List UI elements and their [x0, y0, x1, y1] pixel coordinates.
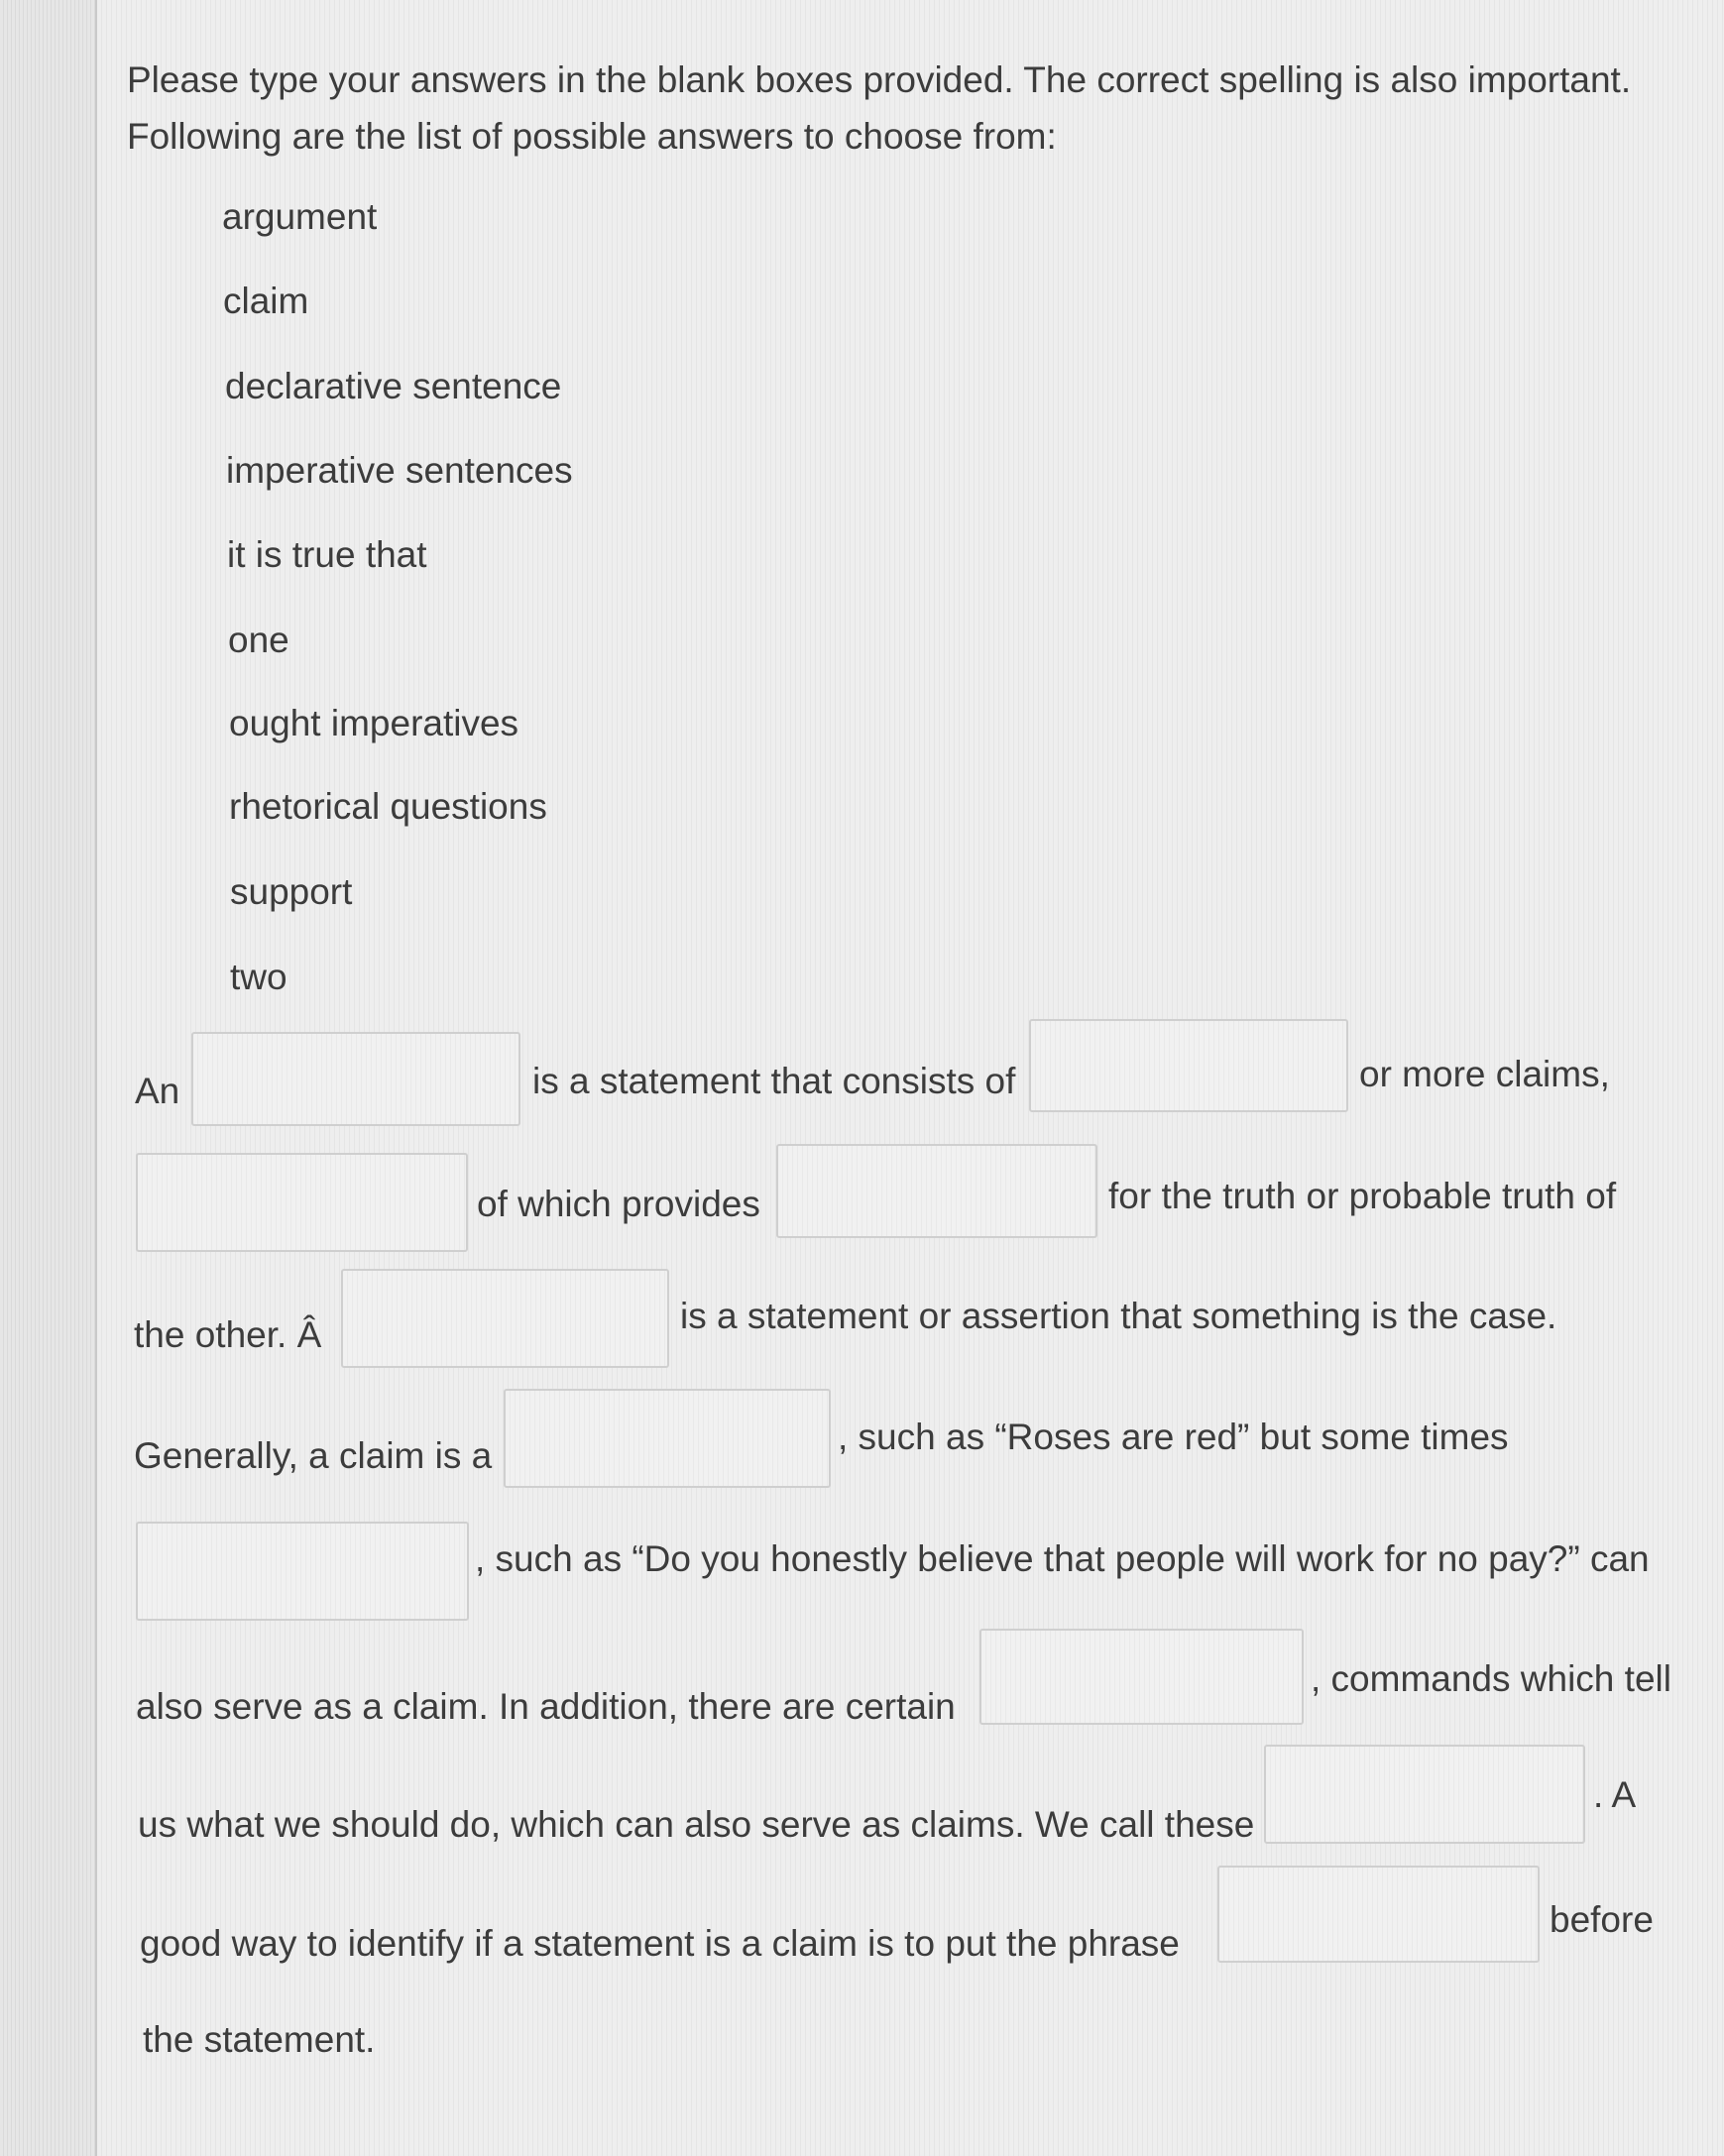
- option-item: argument: [222, 196, 378, 237]
- answer-blank-7[interactable]: [136, 1522, 469, 1621]
- passage-text: , such as “Do you honestly believe that people will work for no pay?” can: [475, 1538, 1650, 1579]
- answer-blank-4[interactable]: [776, 1144, 1097, 1238]
- answer-blank-3[interactable]: [136, 1153, 468, 1252]
- answer-blank-5[interactable]: [341, 1269, 669, 1368]
- option-item: it is true that: [227, 534, 427, 575]
- passage-text: Generally, a claim is a: [134, 1435, 493, 1476]
- passage-text: the other. Â: [134, 1314, 322, 1355]
- option-item: imperative sentences: [226, 450, 573, 491]
- passage-text: good way to identify if a statement is a claim is to put the phrase: [140, 1923, 1180, 1964]
- instructions-line-2: Following are the list of possible answers to choose from:: [127, 116, 1057, 157]
- option-item: claim: [223, 281, 309, 321]
- option-item: support: [230, 871, 353, 912]
- instructions-line-1: Please type your answers in the blank boxes provided. The correct spelling is also important.: [127, 59, 1632, 100]
- passage-text: also serve as a claim. In addition, there are certain: [136, 1686, 956, 1727]
- passage-text: the statement.: [143, 2019, 376, 2060]
- answer-blank-10[interactable]: [1217, 1866, 1540, 1963]
- answer-blank-6[interactable]: [504, 1389, 831, 1488]
- instructions: [127, 52, 1631, 165]
- passage-text: , commands which tell: [1311, 1658, 1671, 1699]
- answer-blank-1[interactable]: [191, 1032, 520, 1126]
- option-item: ought imperatives: [229, 703, 519, 743]
- passage-text: us what we should do, which can also serve as claims. We call these: [138, 1804, 1255, 1845]
- passage-text: is a statement or assertion that something is the case.: [680, 1296, 1557, 1336]
- answer-blank-8[interactable]: [979, 1629, 1304, 1725]
- answer-blank-2[interactable]: [1029, 1019, 1348, 1112]
- option-item: rhetorical questions: [229, 786, 547, 827]
- passage-text: of which provides: [477, 1184, 760, 1224]
- passage-text: or more claims,: [1359, 1054, 1610, 1094]
- answer-blank-9[interactable]: [1264, 1745, 1585, 1844]
- passage-text: is a statement that consists of: [532, 1061, 1016, 1101]
- option-item: two: [230, 957, 287, 997]
- passage-text: , such as “Roses are red” but some times: [838, 1417, 1509, 1457]
- passage-text: An: [135, 1071, 180, 1111]
- option-item: declarative sentence: [225, 366, 562, 406]
- passage-text: for the truth or probable truth of: [1108, 1176, 1617, 1216]
- passage-text: . A: [1593, 1774, 1637, 1815]
- option-item: one: [228, 620, 289, 660]
- passage-text: before: [1550, 1899, 1654, 1940]
